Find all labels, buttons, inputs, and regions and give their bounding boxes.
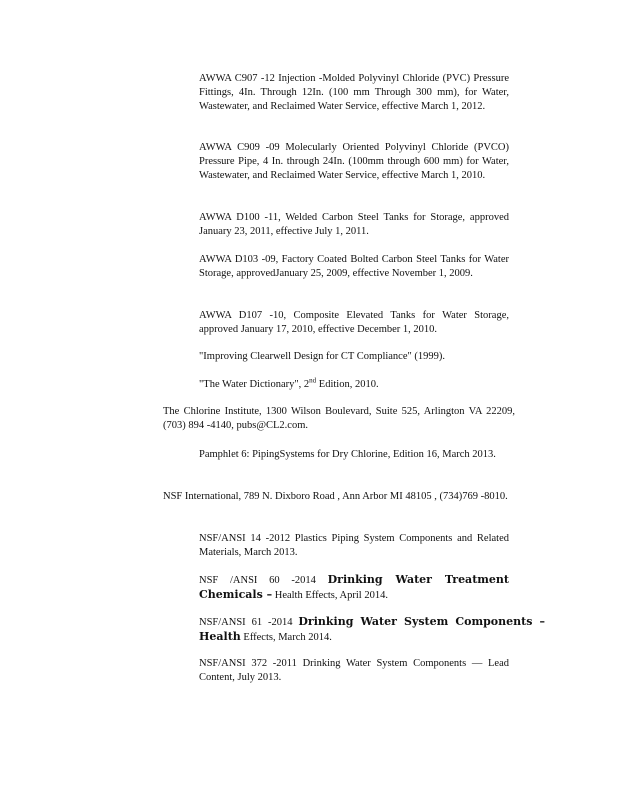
reference-awwa-d100: AWWA D100 -11, Welded Carbon Steel Tanks for Storage, approved January 23, 2011, effective July 1, 2011. — [199, 212, 509, 237]
nsf-60-title: Drinking Water Treatment Chemicals – — [199, 573, 509, 601]
reference-nsf-ansi-372: NSF/ANSI 372 -2011 Drinking Water System Components — Lead Content, July 2013. — [199, 658, 509, 683]
reference-clearwell-design: "Improving Clearwell Design for CT Compliance" (1999). — [199, 351, 446, 362]
reference-pamphlet-6: Pamphlet 6: PipingSystems for Dry Chlorine, Edition 16, March 2013. — [199, 449, 496, 460]
reference-awwa-d103: AWWA D103 -09, Factory Coated Bolted Carbon Steel Tanks for Water Storage, approvedJanuary 25, 2009, effective November 1, 2009. — [199, 254, 509, 279]
reference-nsf-ansi-61 — [199, 615, 545, 645]
nsf-60-designation: NSF /ANSI 60 -2014 — [199, 575, 328, 586]
organization-chlorine-institute: The Chlorine Institute, 1300 Wilson Boulevard, Suite 525, Arlington VA 22209, (703) 894 -4140, pubs@CL2.com. — [163, 406, 515, 431]
reference-water-dictionary — [199, 378, 509, 392]
reference-nsf-ansi-14: NSF/ANSI 14 -2012 Plastics Piping System Components and Related Materials, March 2013. — [199, 533, 509, 558]
water-dictionary-edition: Edition, 2010. — [316, 379, 379, 390]
reference-awwa-d107: AWWA D107 -10, Composite Elevated Tanks for Water Storage, approved January 17, 2010, effective December 1, 2010. — [199, 310, 509, 335]
water-dictionary-title: "The Water Dictionary", 2 — [199, 379, 310, 390]
nsf-61-title: Drinking Water System Components – Health — [199, 615, 545, 643]
nsf-61-date: Effects, March 2014. — [240, 632, 332, 643]
reference-nsf-ansi-60 — [199, 573, 509, 603]
edition-superscript: nd — [309, 376, 317, 385]
reference-awwa-c909: AWWA C909 -09 Molecularly Oriented Polyvinyl Chloride (PVCO) Pressure Pipe, 4 In. through 24In. (100mm through 600 mm) for Water, Wastewater, and Reclaimed Water Service, effective March 1, 2010. — [199, 142, 509, 181]
organization-nsf-international: NSF International, 789 N. Dixboro Road , Ann Arbor MI 48105 , (734)769 -8010. — [163, 491, 508, 502]
nsf-61-designation: NSF/ANSI 61 -2014 — [199, 617, 299, 628]
reference-awwa-c907: AWWA C907 -12 Injection -Molded Polyvinyl Chloride (PVC) Pressure Fittings, 4In. Through 12In. (100 mm Through 300 mm), for Water, Wastewater, and Reclaimed Water Service, effective March 1, 2012. — [199, 73, 509, 112]
nsf-60-date: Health Effects, April 2014. — [272, 590, 388, 601]
